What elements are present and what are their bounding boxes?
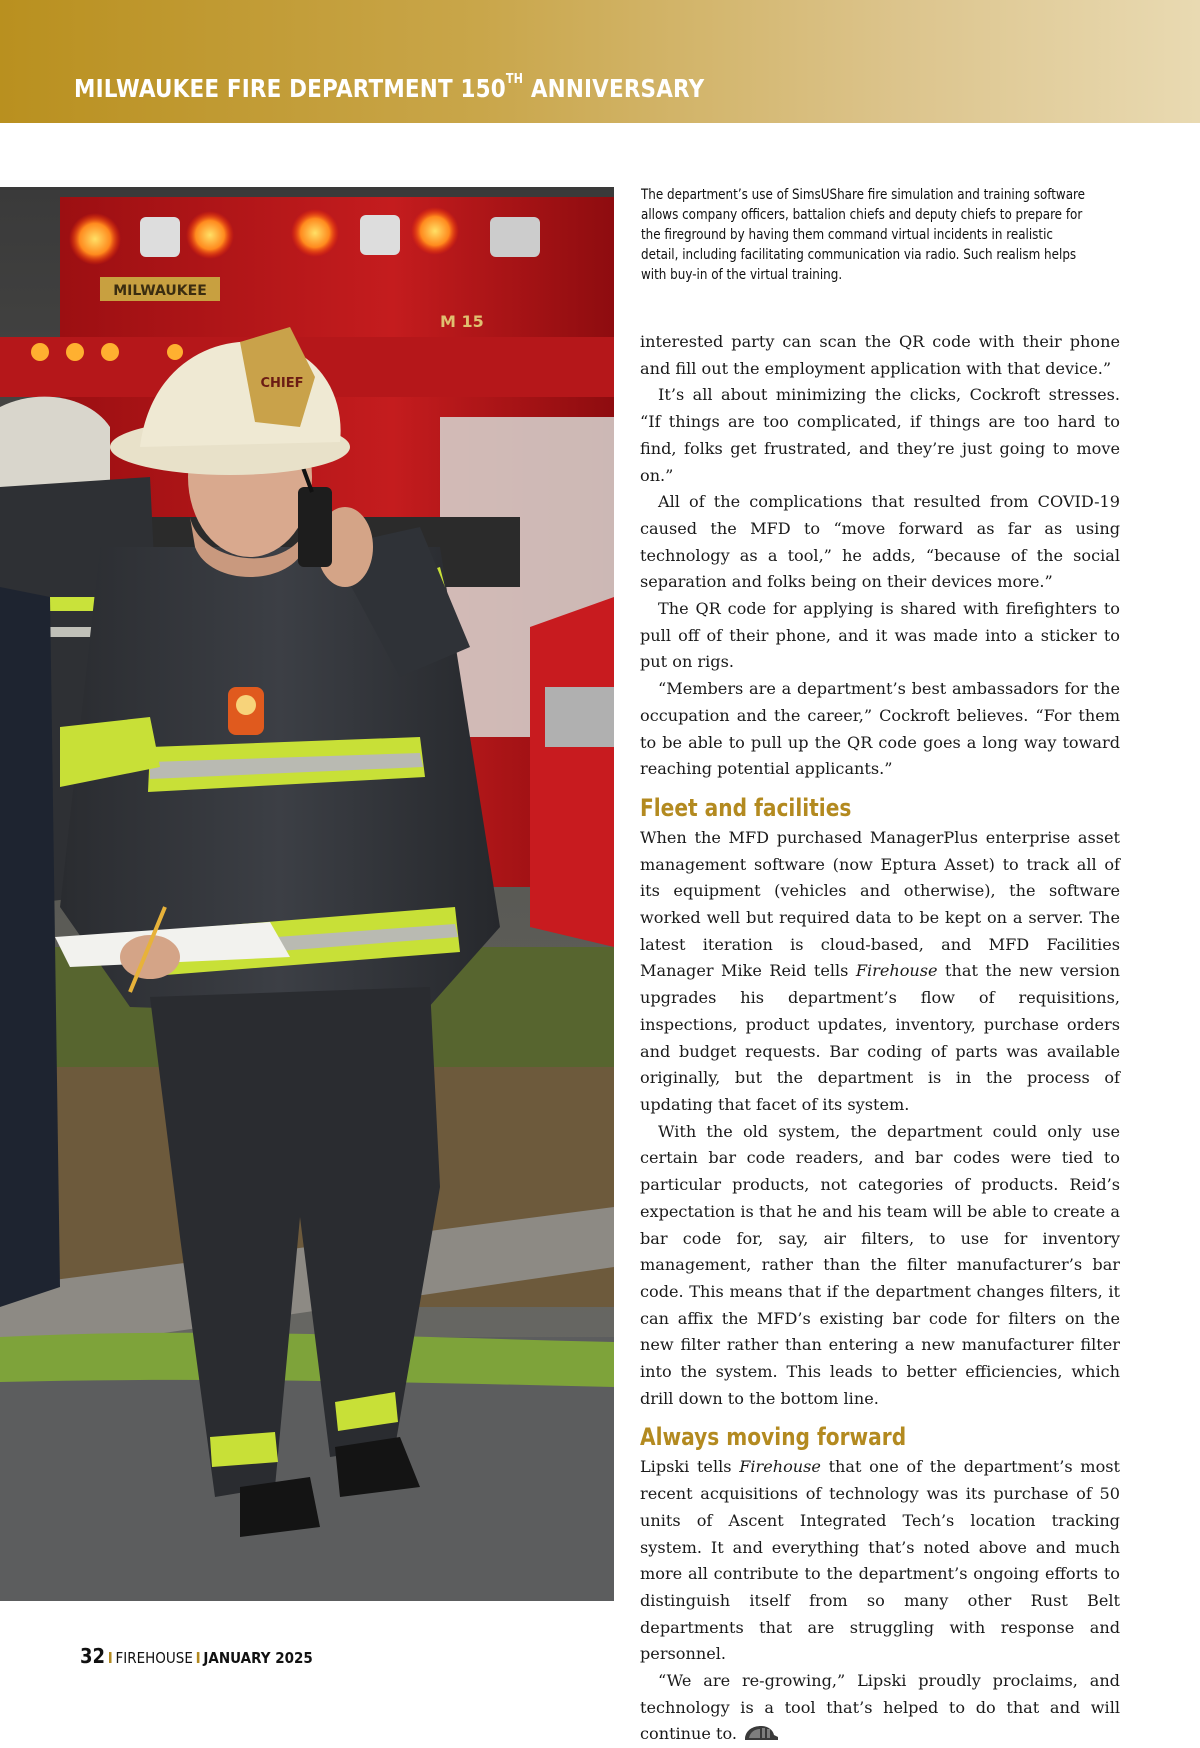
fire-helmet-icon [743, 1724, 779, 1742]
firefighter-photo [0, 187, 614, 1601]
paragraph-text: that one of the department’s most recent acquisitions of technology was its purchase of 50 units of Ascent Integrated Tech’s location tracking system. It and everything that’s noted above and much more all contribute to the department’s ongoing efforts to distinguish itself from so many other Rust Belt departments that are struggling with response and personnel. [640, 1457, 1120, 1664]
header-band [0, 0, 1200, 123]
paragraph-text: When the MFD purchased ManagerPlus enterprise asset management software (now Eptura Asset) to track all of its equipment (vehicles and otherwise), the software worked well but required data to be kept on a server. The latest iteration is cloud-based, and MFD Facilities Manager Mike Reid tells [640, 827, 1120, 981]
article-paragraph: It’s all about minimizing the clicks, Cockroft stresses. “If things are too complicated, if things are too hard to find, folks get frustrated, and they’re just going to move on.” [640, 385, 1120, 485]
article-body [640, 329, 1120, 1748]
footer-separator: I [195, 1649, 201, 1667]
subheading-fleet-and-facilities: Fleet and facilities [640, 793, 852, 822]
footer-separator: I [107, 1649, 113, 1667]
article-paragraph: The QR code for applying is shared with firefighters to pull off of their phone, and it was made into a sticker to put on rigs. [640, 599, 1120, 672]
section-title-end: ANNIVERSARY [523, 74, 705, 103]
section-title-main: MILWAUKEE FIRE DEPARTMENT 150 [74, 74, 506, 103]
truck-unit-text: M 15 [440, 312, 484, 331]
section-title-superscript: TH [505, 72, 524, 87]
issue-date: JANUARY 2025 [203, 1649, 313, 1667]
paragraph-text: Lipski tells [640, 1457, 740, 1477]
magazine-name: FIREHOUSE [115, 1649, 193, 1667]
helmet-shield-text: CHIEF [260, 376, 304, 391]
article-paragraph: “Members are a department’s best ambassadors for the occupation and the career,” Cockroft believes. “For them to be able to pull up the QR code goes a long way toward reaching potential applicants.” [640, 679, 1120, 779]
section-title [74, 74, 704, 103]
article-paragraph [640, 1454, 1120, 1668]
truck-name-text: MILWAUKEE [113, 283, 207, 299]
article-paragraph [640, 825, 1120, 1119]
photo-caption: The department’s use of SimsUShare fire simulation and training software allows company officers, battalion chiefs and deputy chiefs to prepare for the fireground by having them command virtual incidents in realistic detail, including facilitating communication via radio. Such realism helps with buy-in of the virtual training. [641, 187, 1086, 283]
paragraph-text: “We are re-growing,” Lipski proudly proclaims, and technology is a tool that’s helped to do that and will continue to. [640, 1671, 1120, 1744]
page-number: 32 [80, 1644, 106, 1668]
article-paragraph: interested party can scan the QR code with their phone and fill out the employment application with that device.” [640, 332, 1120, 378]
article-paragraph: With the old system, the department could only use certain bar code readers, and bar codes were tied to particular products, not categories of products. Reid’s expectation is that he and his team will be able to create a bar code for, say, air filters, to use for inventory management, rather than the filter manufacturer’s bar code. This means that if the department changes filters, it can affix the MFD’s existing bar code for filters on the new filter rather than entering a new manufacturer filter into the system. This leads to better efficiencies, which drill down to the bottom line. [640, 1121, 1120, 1408]
subheading-always-moving-forward: Always moving forward [640, 1423, 907, 1452]
paragraph-text: that the new version upgrades his department’s flow of requisitions, inspections, product updates, inventory, purchase orders and budget requests. Bar coding of parts was available originally, but the department is in the process of updating that facet of its system. [640, 961, 1121, 1114]
article-paragraph [640, 1668, 1120, 1748]
publication-name: Firehouse [739, 1457, 821, 1477]
article-paragraph: All of the complications that resulted from COVID-19 caused the MFD to “move forward as far as using technology as a tool,” he adds, “because of the social separation and folks being on their devices more.” [640, 492, 1120, 592]
page-footer [80, 1644, 313, 1668]
publication-name: Firehouse [855, 961, 938, 981]
